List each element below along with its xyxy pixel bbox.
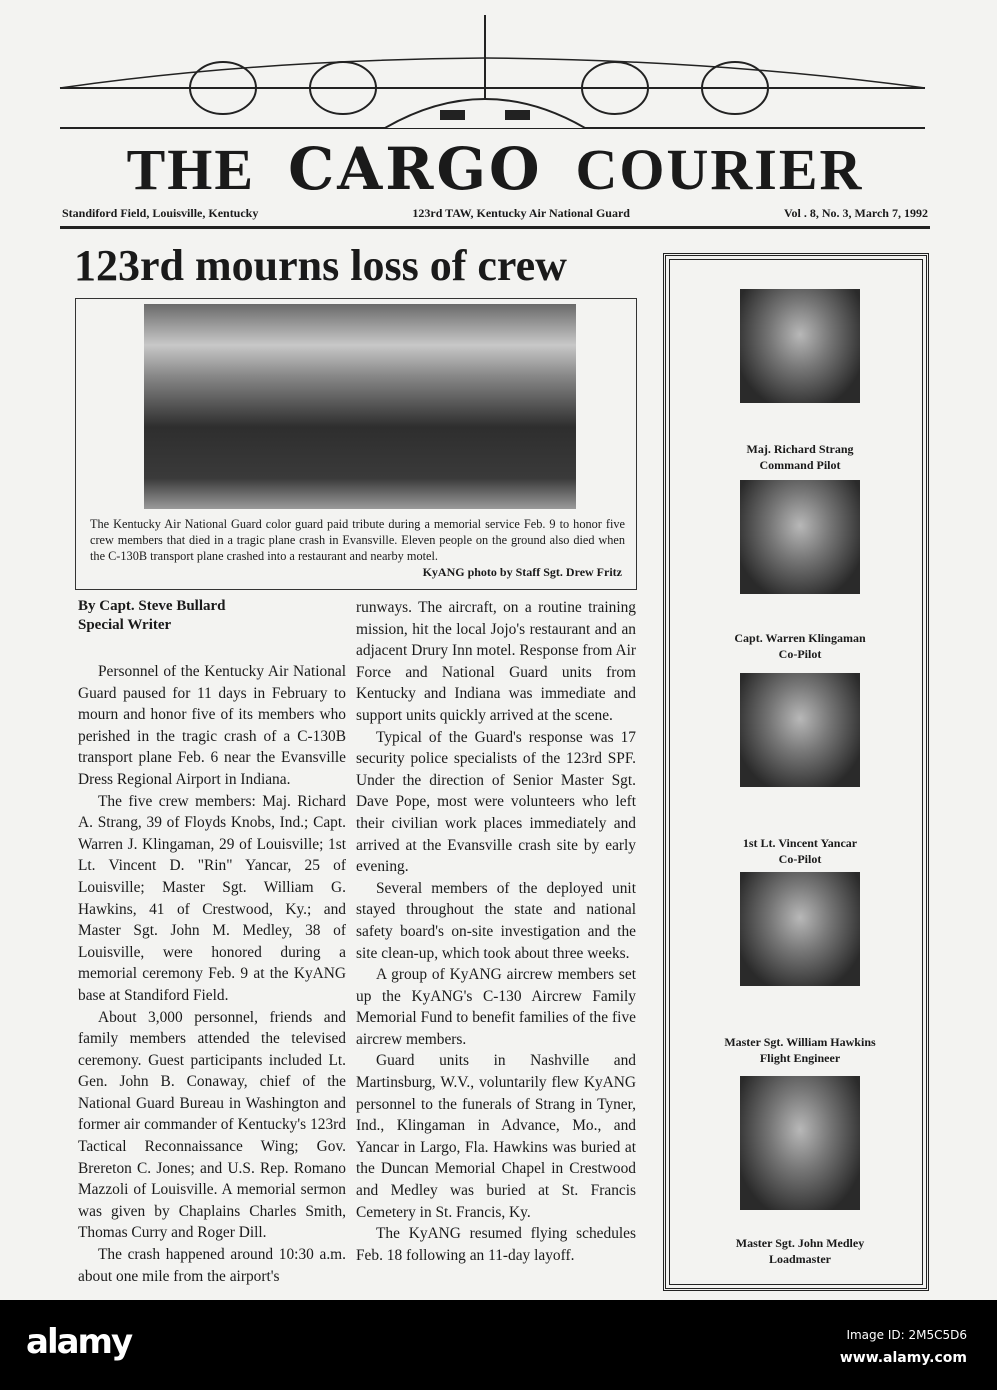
crew-caption: 1st Lt. Vincent Yancar Co-Pilot — [742, 836, 858, 866]
headline: 123rd mourns loss of crew — [74, 241, 567, 290]
crew-portrait — [740, 289, 860, 403]
memorial-service-photo — [144, 304, 576, 509]
photo-credit: KyANG photo by Staff Sgt. Drew Fritz — [422, 565, 622, 579]
photo-caption: The Kentucky Air National Guard color guard paid tribute during a memorial service Feb. 9 to honor five crew members that died in a tragic plane crash in Evansville. Eleven people on the ground also died when the C-130B transport plane crashed into a restaurant and nearby motel. — [90, 517, 625, 563]
crew-caption: Capt. Warren Klingaman Co-Pilot — [734, 631, 866, 661]
paragraph: The crash happened around 10:30 a.m. about one mile from the airport's — [78, 1246, 346, 1285]
byline — [78, 597, 346, 635]
paragraph: A group of KyANG aircrew members set up the KyANG's C-130 Aircrew Family Memorial Fund to benefit families of the five aircrew members. — [356, 966, 636, 1048]
masthead-plane-illustration — [55, 10, 930, 140]
crew-caption: Master Sgt. William Hawkins Flight Engineer — [724, 1035, 876, 1065]
paragraph: Guard units in Nashville and Martinsburg, W.V., voluntarily flew KyANG personnel to the funerals of Strang in Tyner, Ind., Klingaman in Advance, Mo., and Yancar in Largo, Fla. Hawkins was buried at the Duncan Memorial Chapel in Crestwood and Medley was buried at St. Francis Cemetery in St. Francis, Ky. — [356, 1052, 636, 1221]
watermark-footer — [0, 1300, 997, 1390]
alamy-url: www.alamy.com — [839, 1350, 967, 1366]
unit: 123rd TAW, Kentucky Air National Guard — [412, 206, 630, 220]
paragraph: About 3,000 personnel, friends and family members attended the televised ceremony. Guest participants included Lt. Gen. John B. Conaway, chief of the National Guard Bureau in Washington and former air commander of Kentucky's 123rd Tactical Reconnaissance Wing; Gov. Brereton C. Jones; and U.S. Rep. Romano Mazzoli of Louisville. A memorial sermon was given by Chaplains Charles Smith, Thomas Curry and Roger Dill. — [78, 1008, 346, 1242]
byline-role: Special Writer — [78, 617, 172, 633]
paragraph: The KyANG resumed flying schedules Feb. 18 following an 11-day layoff. — [356, 1225, 636, 1264]
crew-portrait — [740, 872, 860, 986]
issue-info: Vol . 8, No. 3, March 7, 1992 — [783, 206, 928, 220]
article-column-1 — [78, 597, 346, 1287]
paragraph: Typical of the Guard's response was 17 security police specialists of the 123rd SPF. Under the direction of Senior Master Sgt. Dave Pope, most were volunteers who left their civilian work places immediately and arrived at the Evansville crash site by early evening. — [356, 728, 636, 876]
article-column-2 — [356, 597, 636, 1266]
crew-caption: Master Sgt. John Medley Loadmaster — [735, 1236, 865, 1266]
paragraph: runways. The aircraft, on a routine training mission, hit the local Jojo's restaurant and an adjacent Drury Inn motel. Response from Air Force and National Guard units from Kentucky and Indiana was immediate and support units quickly arrived at the scene. — [356, 599, 636, 724]
crew-portrait — [740, 480, 860, 594]
crew-sidebar — [663, 253, 929, 1291]
crew-portrait — [740, 673, 860, 787]
crew-caption: Maj. Richard Strang Command Pilot — [746, 442, 854, 472]
byline-author: By Capt. Steve Bullard — [78, 598, 226, 614]
masthead-rule — [60, 226, 930, 229]
image-id: Image ID: 2M5C5D6 — [846, 1328, 967, 1342]
masthead-info-line — [62, 206, 928, 221]
paragraph: Several members of the deployed unit stayed throughout the state and national safety board's on-site investigation and the site clean-up, which took about three weeks. — [356, 879, 636, 962]
crew-portrait — [740, 1076, 860, 1210]
alamy-logo: alamy — [26, 1322, 132, 1362]
paragraph: The five crew members: Maj. Richard A. Strang, 39 of Floyds Knobs, Ind.; Capt. Warren J. Klingaman, 29 of Louisville; 1st Lt. Vincent D. "Rin" Yancar, 25 of Louisville; Master Sgt. William G. Hawkins, 41 of Crestwood, Ky.; and Master Sgt. John M. Medley, 38 of Louisville, were honored during a memorial ceremony Feb. 9 at the KyANG base at Standiford Field. — [78, 792, 346, 1004]
paragraph: Personnel of the Kentucky Air National Guard paused for 11 days in February to mourn and honor five of its members who perished in the tragic crash of a C-130B transport plane Feb. 6 near the Evansville Dress Regional Airport in Indiana. — [78, 663, 346, 788]
location: Standiford Field, Louisville, Kentucky — [62, 206, 259, 220]
photo-box — [75, 298, 637, 590]
newspaper-title: THE CARGO COURIER — [126, 135, 864, 203]
